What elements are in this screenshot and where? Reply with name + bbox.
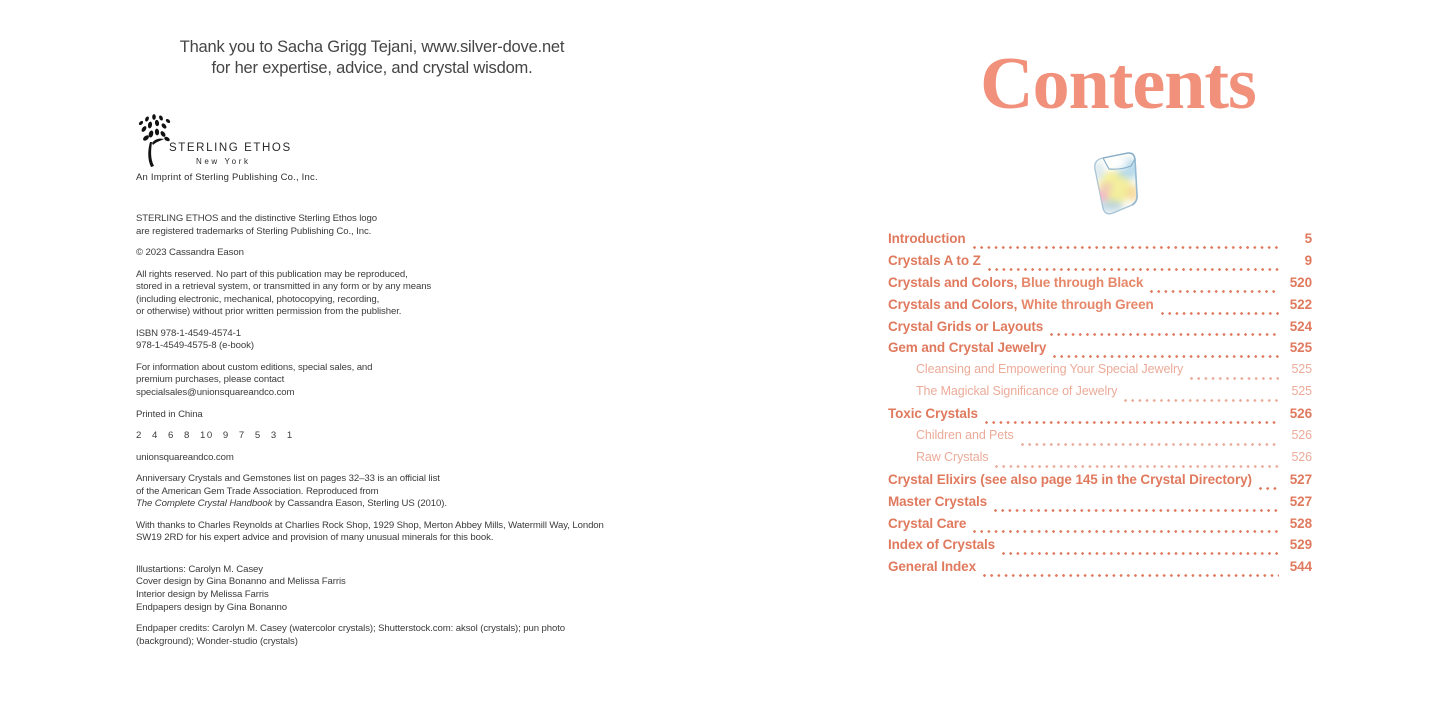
text-span: by Cassandra Eason, Sterling US (2010).	[272, 498, 447, 510]
toc-label2: Blue through Black	[1021, 274, 1144, 290]
text-line: Endpaper credits: Carolyn M. Casey (watercolor crystals); Shutterstock.com: aksol (crystals); pun photo	[136, 623, 566, 635]
toc-page-number: 525	[1289, 340, 1312, 356]
isbn-ebook: 978-1-4549-4575-8 (e-book)	[136, 340, 254, 352]
toc-entry	[888, 559, 1312, 581]
dot-leader	[1124, 399, 1279, 402]
toc-label: Crystal Elixirs (see also page 145 in the Crystal Directory)	[888, 471, 1252, 487]
toc-label: Crystals and Colors,	[888, 296, 1018, 312]
rights-statement	[136, 269, 606, 319]
dot-leader	[1053, 355, 1279, 358]
toc-label: Gem and Crystal Jewelry	[888, 340, 1047, 356]
toc-page-number: 527	[1289, 471, 1312, 487]
text-line: For information about custom editions, special sales, and	[136, 361, 373, 373]
toc-entry	[888, 516, 1312, 538]
text-line: Cover design by Gina Bonanno and Melissa Farris	[136, 576, 346, 588]
text-line: or otherwise) without prior written permission from the publisher.	[136, 306, 402, 318]
publisher-city: New York	[196, 157, 251, 166]
publisher-imprint: An Imprint of Sterling Publishing Co., Inc.	[136, 172, 318, 183]
toc-label: Introduction	[888, 231, 966, 246]
text-line: (background); Wonder-studio (crystals)	[136, 635, 298, 647]
toc-page-number: 525	[1291, 384, 1312, 399]
toc-entry	[888, 340, 1312, 362]
toc-list	[888, 231, 1312, 581]
toc-page-number: 529	[1289, 537, 1312, 553]
endpaper-credits	[136, 623, 606, 648]
toc-label: Toxic Crystals	[888, 406, 978, 422]
dot-leader	[1021, 443, 1279, 446]
trademark-note	[136, 213, 606, 238]
toc-page-number: 522	[1289, 296, 1312, 312]
isbn-print: ISBN 978-1-4549-4574-1	[136, 327, 241, 339]
toc-label: Master Crystals	[888, 493, 988, 509]
toc-page-number: 526	[1291, 449, 1312, 464]
watercolor-crystal-illustration	[1087, 149, 1145, 222]
toc-page-number: 544	[1289, 559, 1312, 575]
toc-label: Crystals A to Z	[888, 252, 981, 268]
dot-leader	[973, 246, 1279, 249]
toc-page-number: 526	[1291, 428, 1312, 443]
text-line	[136, 498, 606, 511]
text-line: SW19 2RD for his expert advice and provision of many unusual minerals for this book.	[136, 532, 494, 544]
isbn-block	[136, 328, 606, 353]
toc-label: General Index	[888, 559, 976, 575]
text-line: Anniversary Crystals and Gemstones list on pages 32–33 is an official list	[136, 473, 440, 485]
dot-leader	[973, 530, 1279, 533]
toc-entry	[888, 472, 1312, 494]
text-line: premium purchases, please contact	[136, 374, 285, 386]
text-line: Illustartions: Carolyn M. Casey	[136, 563, 263, 575]
book-title-italic: The Complete Crystal Handbook	[136, 498, 273, 510]
toc-entry	[888, 275, 1312, 297]
toc-label: The Magickal Significance of Jewelry	[916, 384, 1118, 399]
toc-page-number: 527	[1289, 493, 1312, 509]
special-sales-contact	[136, 362, 606, 400]
text-line: stored in a retrieval system, or transmitted in any form or by any means	[136, 281, 432, 293]
dot-leader	[1259, 487, 1279, 490]
text-line: Endpapers design by Gina Bonanno	[136, 601, 287, 613]
dot-leader	[1190, 377, 1279, 380]
toc-entry	[888, 253, 1312, 275]
publisher-website: unionsquareandco.com	[136, 451, 234, 463]
contact-email: specialsales@unionsquareandco.com	[136, 387, 295, 399]
dot-leader	[1150, 290, 1279, 293]
dot-leader	[1050, 333, 1279, 336]
printing-run-digits: 2 4 6 8 10 9 7 5 3 1	[136, 430, 294, 442]
toc-label: Children and Pets	[916, 428, 1014, 443]
toc-entry	[888, 384, 1312, 406]
toc-page-number: 5	[1304, 231, 1312, 246]
toc-page-number: 528	[1289, 515, 1312, 531]
toc-page-number: 9	[1304, 252, 1312, 268]
toc-entry	[888, 319, 1312, 341]
acknowledgment-note	[136, 520, 606, 545]
toc-page-number: 526	[1289, 406, 1312, 422]
toc-label: Index of Crystals	[888, 537, 996, 553]
toc-entry	[888, 406, 1312, 428]
text-line: With thanks to Charles Reynolds at Charlies Rock Shop, 1929 Shop, Merton Abbey Mills, Watermill Way, London	[136, 519, 604, 531]
dedication	[136, 37, 608, 79]
toc-label2: White through Green	[1021, 296, 1154, 312]
toc-entry	[888, 362, 1312, 384]
text-line: are registered trademarks of Sterling Publishing Co., Inc.	[136, 225, 372, 237]
copyright-line: © 2023 Cassandra Eason	[136, 247, 244, 259]
text-line: of the American Gem Trade Association. Reproduced from	[136, 485, 379, 497]
dot-leader	[985, 421, 1279, 424]
design-credits	[136, 564, 606, 614]
toc-entry	[888, 494, 1312, 516]
toc-entry	[888, 231, 1312, 253]
dedication-line: for her expertise, advice, and crystal wisdom.	[211, 59, 533, 77]
printed-in: Printed in China	[136, 408, 203, 420]
text-line: (including electronic, mechanical, photocopying, recording,	[136, 293, 380, 305]
dot-leader	[994, 509, 1279, 512]
toc-entry	[888, 297, 1312, 319]
sterling-tree-logo-icon	[138, 114, 172, 177]
toc-label: Crystals and Colors,	[888, 274, 1018, 290]
toc-page-number: 520	[1289, 274, 1312, 290]
toc-page-number: 524	[1289, 318, 1312, 334]
dot-leader	[1161, 312, 1279, 315]
toc-page-number: 525	[1291, 362, 1312, 377]
dot-leader	[983, 574, 1279, 577]
toc-label: Raw Crystals	[916, 449, 989, 464]
dedication-line: Thank you to Sacha Grigg Tejani, www.silver-dove.net	[179, 38, 565, 56]
page-title: Contents	[980, 43, 1256, 125]
toc-label: Crystal Care	[888, 515, 967, 531]
dot-leader	[988, 268, 1279, 271]
toc-label: Crystal Grids or Layouts	[888, 318, 1044, 334]
dot-leader	[1002, 552, 1279, 555]
toc-entry	[888, 450, 1312, 472]
text-line: STERLING ETHOS and the distinctive Sterling Ethos logo	[136, 213, 377, 224]
toc-entry	[888, 428, 1312, 450]
toc-entry	[888, 537, 1312, 559]
anniversary-note	[136, 473, 606, 511]
text-line: Interior design by Melissa Farris	[136, 589, 269, 601]
text-line: All rights reserved. No part of this publication may be reproduced,	[136, 268, 408, 280]
copyright-page-text	[136, 213, 606, 657]
toc-label: Cleansing and Empowering Your Special Jewelry	[916, 362, 1184, 377]
publisher-name: STERLING ETHOS	[169, 142, 292, 154]
dot-leader	[995, 465, 1279, 468]
